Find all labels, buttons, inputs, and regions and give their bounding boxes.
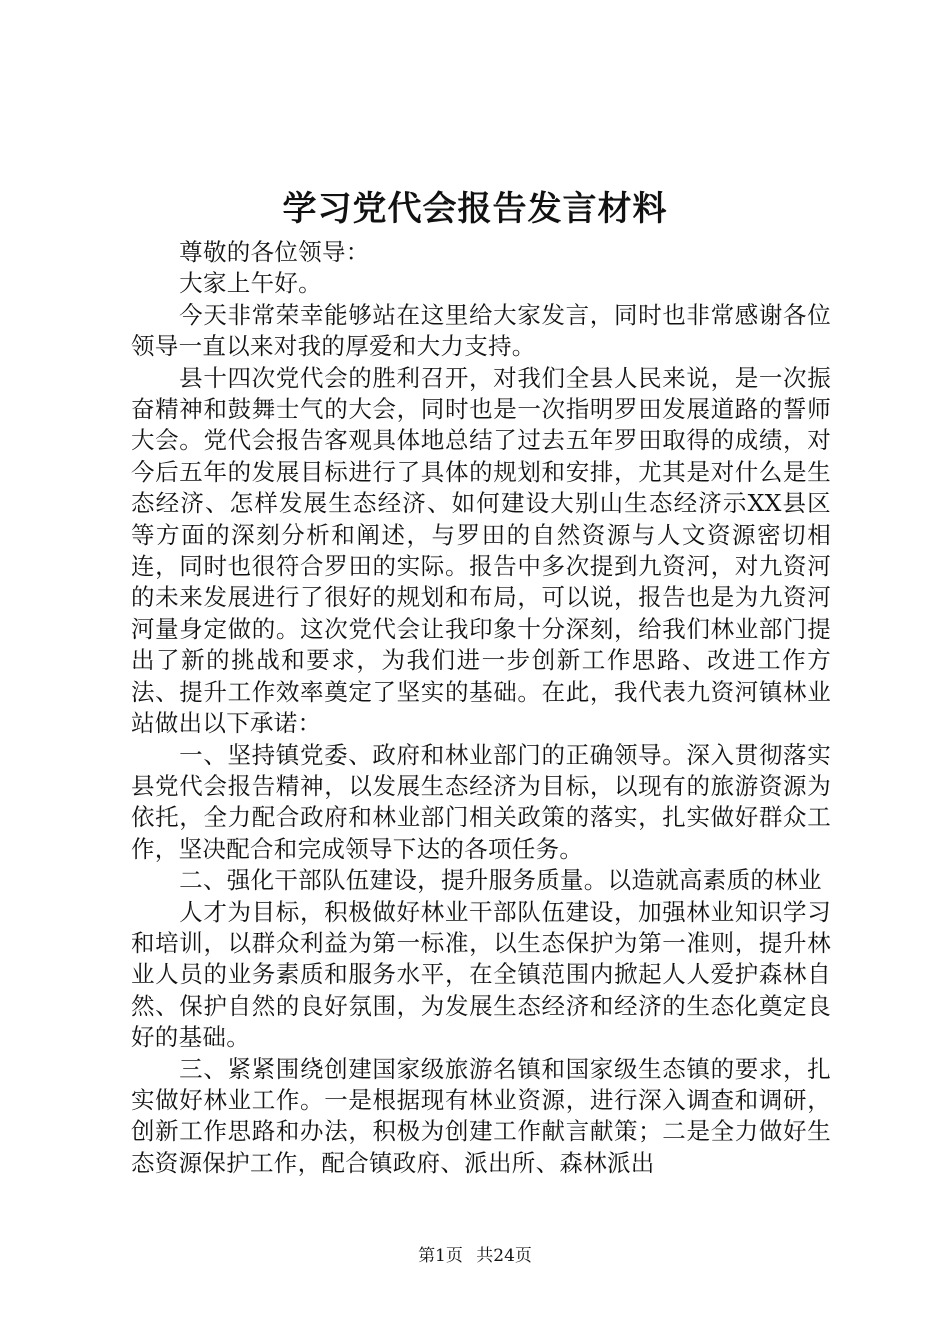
paragraph: 人才为目标，积极做好林业干部队伍建设，加强林业知识学习和培训，以群众利益为第一标准，以生态保护为第一准则，提升林业人员的业务素质和服务水平，在全镇范围内掀起人人爱护森林自然、保护自然的良好氛围，为发展生态经济和经济的生态化奠定良好的基础。 bbox=[131, 897, 831, 1052]
page-footer bbox=[0, 1244, 950, 1268]
page-total: 共24页 bbox=[476, 1246, 532, 1266]
document-title: 学习党代会报告发言材料 bbox=[282, 189, 668, 229]
greeting: 大家上午好。 bbox=[179, 269, 322, 298]
paragraph: 县十四次党代会的胜利召开，对我们全县人民来说，是一次振奋精神和鼓舞士气的大会，同时也是一次指明罗田发展道路的誓师大会。党代会报告客观具体地总结了过去五年罗田取得的成绩，对今后五年的发展目标进行了具体的规划和安排，尤其是对什么是生态经济、怎样发展生态经济、如何建设大别山生态经济示XX县区等方面的深刻分析和阐述，与罗田的自然资源与人文资源密切相连，同时也很符合罗田的实际。报告中多次提到九资河，对九资河的未来发展进行了很好的规划和布局，可以说，报告也是为九资河河量身定做的。这次党代会让我印象十分深刻，给我们林业部门提出了新的挑战和要求，为我们进一步创新工作思路、改进工作方法、提升工作效率奠定了坚实的基础。在此，我代表九资河镇林业站做出以下承诺： bbox=[131, 363, 831, 738]
paragraph: 今天非常荣幸能够站在这里给大家发言，同时也非常感谢各位领导一直以来对我的厚爱和大力支持。 bbox=[131, 300, 831, 361]
document-body bbox=[131, 237, 831, 1179]
paragraph: 二、强化干部队伍建设，提升服务质量。以造就高素质的林业 bbox=[179, 866, 822, 895]
paragraph: 一、坚持镇党委、政府和林业部门的正确领导。深入贯彻落实县党代会报告精神，以发展生态经济为目标，以现有的旅游资源为依托，全力配合政府和林业部门相关政策的落实，扎实做好群众工作，坚决配合和完成领导下达的各项任务。 bbox=[131, 740, 831, 863]
page-number: 第1页 bbox=[418, 1246, 463, 1266]
paragraph: 三、紧紧围绕创建国家级旅游名镇和国家级生态镇的要求，扎实做好林业工作。一是根据现有林业资源，进行深入调查和调研，创新工作思路和办法，积极为创建工作献言献策；二是全力做好生态资源保护工作，配合镇政府、派出所、森林派出 bbox=[131, 1054, 831, 1177]
salutation: 尊敬的各位领导： bbox=[179, 238, 370, 266]
